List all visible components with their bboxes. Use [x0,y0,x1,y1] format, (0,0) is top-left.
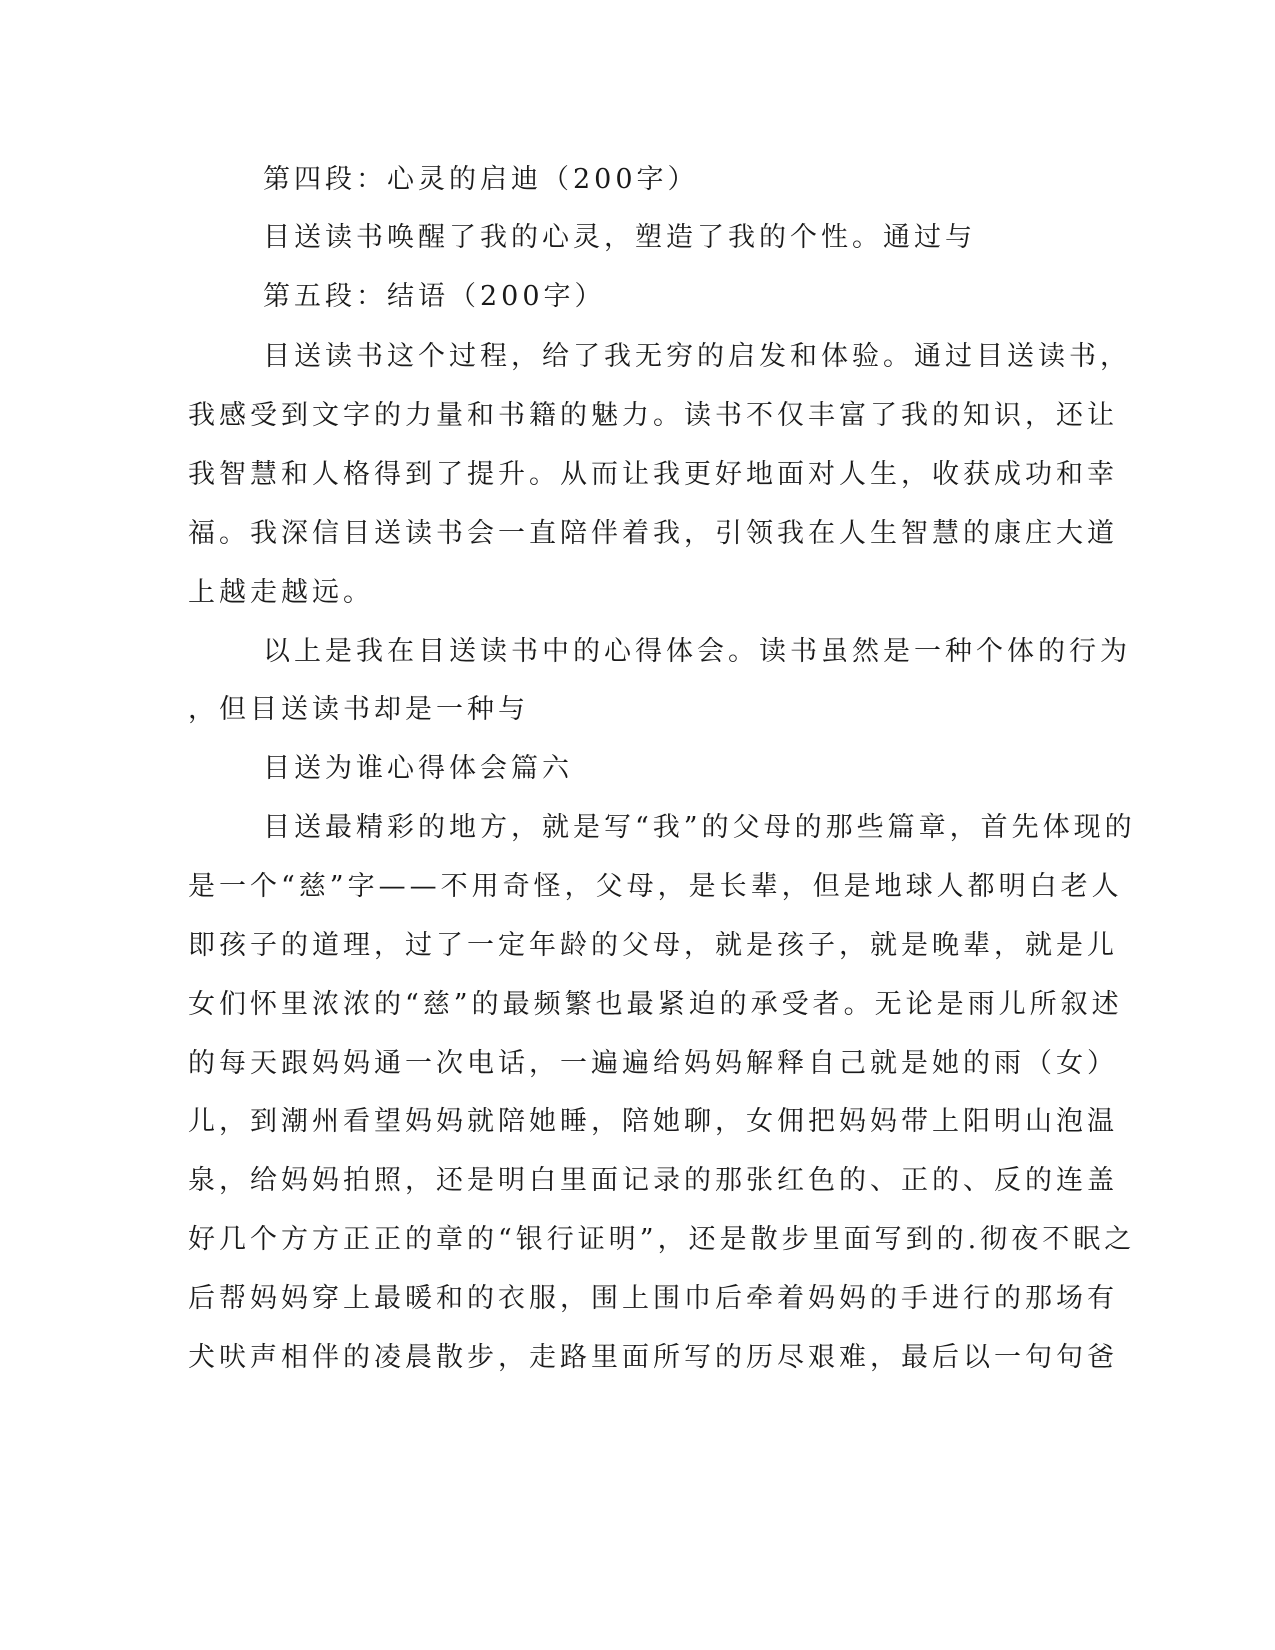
paragraph-line: ，但目送读书却是一种与 [188,694,529,725]
paragraph-line: 儿，到潮州看望妈妈就陪她睡，陪她聊，女佣把妈妈带上阳明山泡温 [188,1106,1118,1137]
paragraph-line: 是一个“慈”字——不用奇怪，父母，是长辈，但是地球人都明白老人 [188,871,1123,902]
paragraph-line: 目送读书这个过程，给了我无穷的启发和体验。通过目送读书， [263,341,1131,372]
paragraph-line: 即孩子的道理，过了一定年龄的父母，就是孩子，就是晚辈，就是儿 [188,930,1118,961]
paragraph-line: 目送读书唤醒了我的心灵，塑造了我的个性。通过与 [263,222,976,253]
paragraph-line: 后帮妈妈穿上最暖和的衣服，围上围巾后牵着妈妈的手进行的那场有 [188,1283,1118,1314]
section-title-6: 目送为谁心得体会篇六 [263,753,573,784]
paragraph-line: 女们怀里浓浓的“慈”的最频繁也最紧迫的承受者。无论是雨儿所叙述 [188,989,1123,1020]
section-heading-5: 第五段：结语（200字） [263,281,606,312]
paragraph-line: 我智慧和人格得到了提升。从而让我更好地面对人生，收获成功和幸 [188,459,1118,490]
paragraph-line: 泉，给妈妈拍照，还是明白里面记录的那张红色的、正的、反的连盖 [188,1165,1118,1196]
paragraph-line: 好几个方方正正的章的“银行证明”，还是散步里面写到的.彻夜不眠之 [188,1224,1136,1255]
paragraph-line: 我感受到文字的力量和书籍的魅力。读书不仅丰富了我的知识，还让 [188,400,1118,431]
paragraph-line: 犬吠声相伴的凌晨散步，走路里面所写的历尽艰难，最后以一句句爸 [188,1342,1118,1373]
paragraph-line: 目送最精彩的地方，就是写“我”的父母的那些篇章，首先体现的 [263,812,1136,843]
paragraph-line: 以上是我在目送读书中的心得体会。读书虽然是一种个体的行为 [263,636,1131,667]
paragraph-line: 的每天跟妈妈通一次电话，一遍遍给妈妈解释自己就是她的雨（女） [188,1048,1118,1079]
paragraph-line: 福。我深信目送读书会一直陪伴着我，引领我在人生智慧的康庄大道 [188,518,1118,549]
section-heading-4: 第四段：心灵的启迪（200字） [263,164,699,195]
paragraph-line: 上越走越远。 [188,577,374,608]
